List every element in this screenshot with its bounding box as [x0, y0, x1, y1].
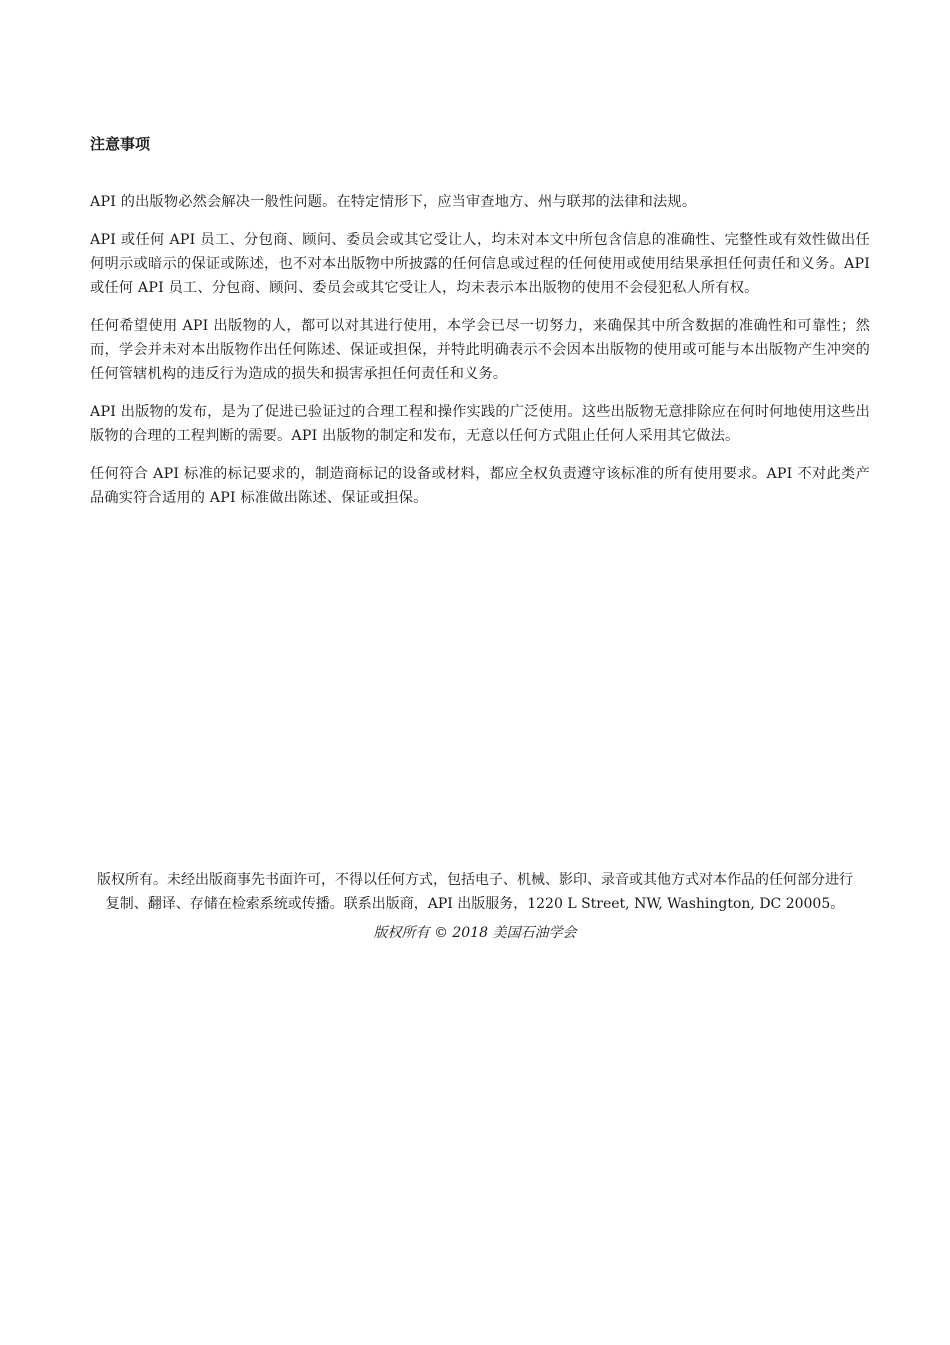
copyright-notice: 版权所有。未经出版商事先书面许可，不得以任何方式，包括电子、机械、影印、录音或其他方式对本作品的任何部分进行复制、翻译、存储在检索系统或传播。联系出版商，API 出版服务，1220 L Street, NW, Washington, DC 20005。: [97, 872, 853, 912]
notice-paragraph-1: API 的出版物必然会解决一般性问题。在特定情形下，应当审查地方、州与联邦的法律和法规。: [90, 194, 697, 210]
notice-title: 注意事项: [90, 135, 151, 153]
notice-paragraph-2: API 或任何 API 员工、分包商、顾问、委员会或其它受让人，均未对本文中所包含信息的准确性、完整性或有效性做出任何明示或暗示的保证或陈述，也不对本出版物中所披露的任何信息或过程的任何使用或使用结果承担任何责任和义务。API 或任何 API 员工、分包商、顾问、委员会或其它受让人，均未表示本出版物的使用不会侵犯私人所有权。: [90, 232, 870, 296]
notice-paragraph-3: 任何希望使用 API 出版物的人，都可以对其进行使用，本学会已尽一切努力，来确保其中所含数据的准确性和可靠性；然而，学会并未对本出版物作出任何陈述、保证或担保，并特此明确表示不会因本出版物的使用或可能与本出版物产生冲突的任何管辖机构的违反行为造成的损失和损害承担任何责任和义务。: [90, 318, 870, 382]
notice-paragraph-4: API 出版物的发布，是为了促进已验证过的合理工程和操作实践的广泛使用。这些出版物无意排除应在何时何地使用这些出版物的合理的工程判断的需要。API 出版物的制定和发布，无意以任何方式阻止任何人采用其它做法。: [90, 404, 870, 444]
copyright-line: 版权所有 © 2018 美国石油学会: [373, 925, 577, 941]
notice-paragraph-5: 任何符合 API 标准的标记要求的，制造商标记的设备或材料，都应全权负责遵守该标准的所有使用要求。API 不对此类产品确实符合适用的 API 标准做出陈述、保证或担保。: [90, 466, 870, 506]
notice-body: [90, 190, 870, 524]
copyright-block: [95, 868, 855, 944]
